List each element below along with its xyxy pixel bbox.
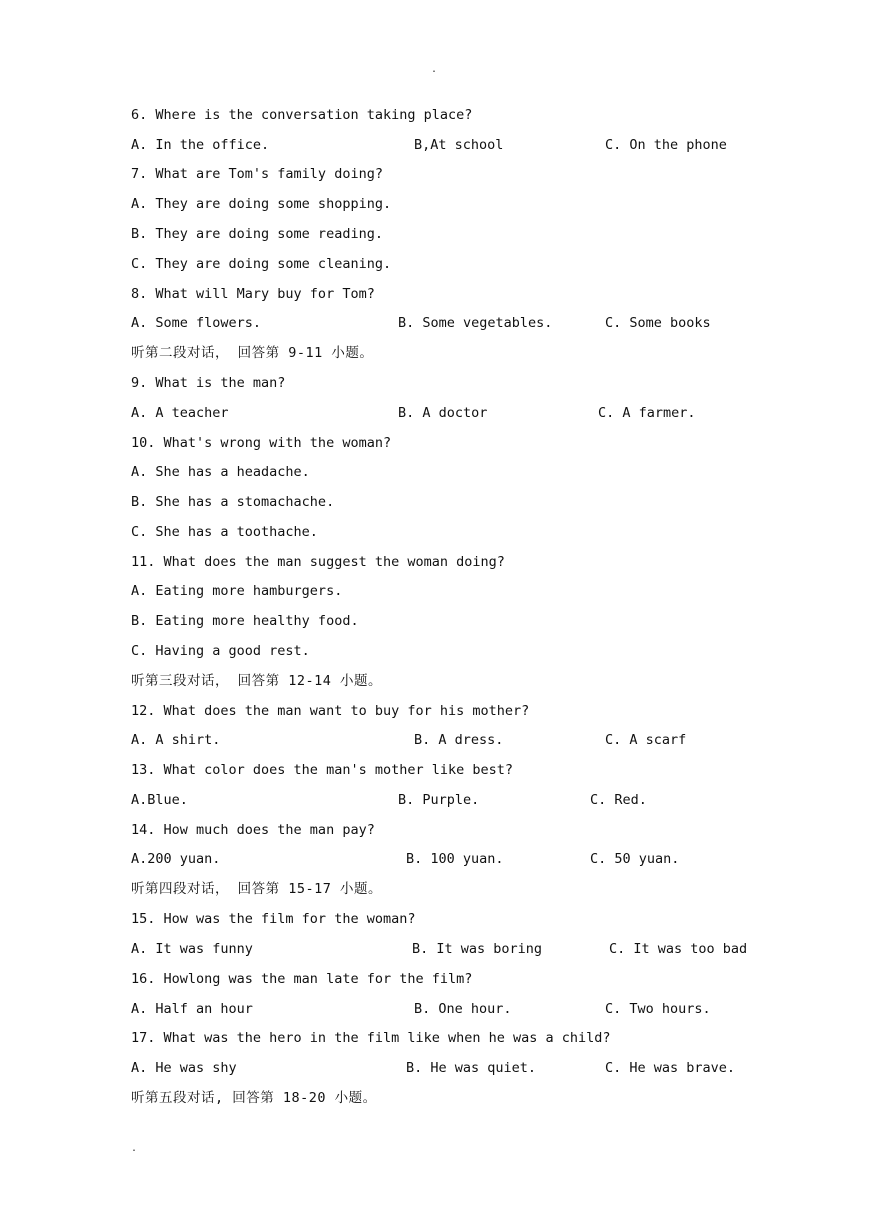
q14-option-a: A.200 yuan. <box>131 851 221 867</box>
q6-option-b: B,At school <box>414 137 504 153</box>
q13-option-c: C. Red. <box>590 792 647 808</box>
question-15: 15. How was the film for the woman? <box>131 911 416 927</box>
q11-option-a: A. Eating more hamburgers. <box>131 583 343 599</box>
question-8: 8. What will Mary buy for Tom? <box>131 286 375 302</box>
q8-option-a: A. Some flowers. <box>131 315 262 331</box>
q12-option-b: B. A dress. <box>414 732 504 748</box>
q17-option-a: A. He was shy <box>131 1060 237 1076</box>
q16-option-a: A. Half an hour <box>131 1001 253 1017</box>
q13-option-a: A.Blue. <box>131 792 188 808</box>
q7-option-a: A. They are doing some shopping. <box>131 196 392 212</box>
q10-option-c: C. She has a toothache. <box>131 524 318 540</box>
section-4-heading: 听第四段对话， 回答第 15-17 小题。 <box>131 881 383 897</box>
q11-option-b: B. Eating more healthy food. <box>131 613 359 629</box>
q8-option-c: C. Some books <box>605 315 711 331</box>
header-dot: . <box>431 64 438 75</box>
q10-option-b: B. She has a stomachache. <box>131 494 335 510</box>
q6-option-c: C. On the phone <box>605 137 727 153</box>
question-6: 6. Where is the conversation taking place? <box>131 107 473 123</box>
q6-option-a: A. In the office. <box>131 137 270 153</box>
q9-option-c: C. A farmer. <box>598 405 696 421</box>
q11-option-c: C. Having a good rest. <box>131 643 310 659</box>
footer-dot: . <box>131 1143 138 1154</box>
q9-option-b: B. A doctor <box>398 405 488 421</box>
question-12: 12. What does the man want to buy for his mother? <box>131 703 530 719</box>
question-9: 9. What is the man? <box>131 375 286 391</box>
q15-option-b: B. It was boring <box>412 941 543 957</box>
q17-option-c: C. He was brave. <box>605 1060 736 1076</box>
q10-option-a: A. She has a headache. <box>131 464 310 480</box>
question-10: 10. What's wrong with the woman? <box>131 435 392 451</box>
q13-option-b: B. Purple. <box>398 792 480 808</box>
q16-option-c: C. Two hours. <box>605 1001 711 1017</box>
section-2-heading: 听第二段对话， 回答第 9-11 小题。 <box>131 345 374 361</box>
q14-option-c: C. 50 yuan. <box>590 851 680 867</box>
q9-option-a: A. A teacher <box>131 405 229 421</box>
section-5-heading: 听第五段对话, 回答第 18-20 小题。 <box>131 1090 377 1106</box>
q12-option-a: A. A shirt. <box>131 732 221 748</box>
question-14: 14. How much does the man pay? <box>131 822 375 838</box>
q14-option-b: B. 100 yuan. <box>406 851 504 867</box>
question-7: 7. What are Tom's family doing? <box>131 166 383 182</box>
question-16: 16. Howlong was the man late for the film? <box>131 971 473 987</box>
q7-option-c: C. They are doing some cleaning. <box>131 256 392 272</box>
q15-option-c: C. It was too bad <box>609 941 748 957</box>
q7-option-b: B. They are doing some reading. <box>131 226 383 242</box>
section-3-heading: 听第三段对话， 回答第 12-14 小题。 <box>131 673 383 689</box>
q17-option-b: B. He was quiet. <box>406 1060 537 1076</box>
question-13: 13. What color does the man's mother like best? <box>131 762 514 778</box>
question-11: 11. What does the man suggest the woman doing? <box>131 554 505 570</box>
q16-option-b: B. One hour. <box>414 1001 512 1017</box>
q15-option-a: A. It was funny <box>131 941 253 957</box>
question-17: 17. What was the hero in the film like when he was a child? <box>131 1030 611 1046</box>
q8-option-b: B. Some vegetables. <box>398 315 553 331</box>
q12-option-c: C. A scarf <box>605 732 687 748</box>
